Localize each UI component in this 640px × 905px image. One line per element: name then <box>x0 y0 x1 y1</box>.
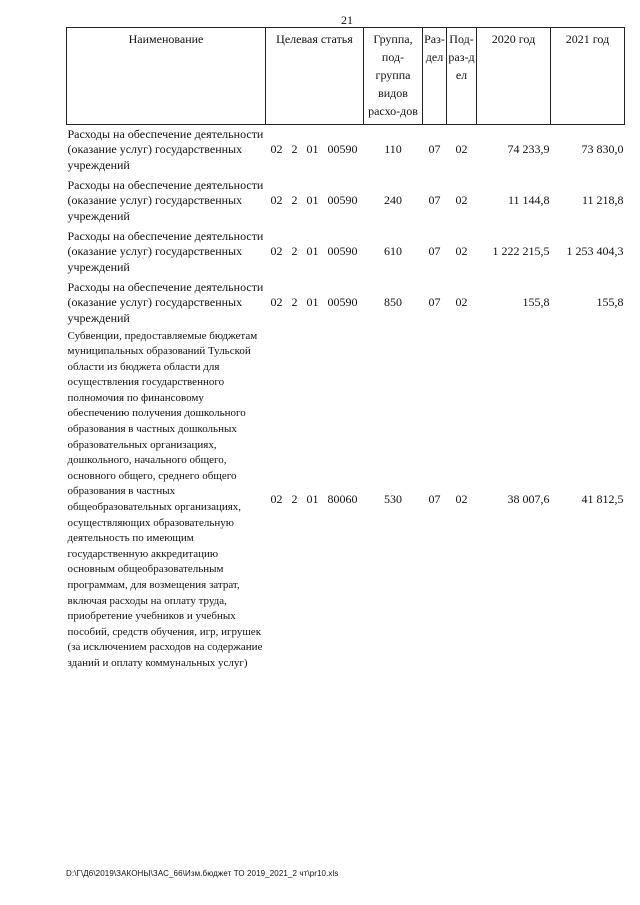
row-subsection: 02 <box>455 244 468 259</box>
page-number: 21 <box>341 13 353 27</box>
row-group: 850 <box>384 295 402 310</box>
row-group: 530 <box>384 492 402 507</box>
file-path-footer: D:\Г\Д6\2019\ЗАКОНЫ\ЗАС_66\Изм.бюджет ТО 2019_2021_2 чт\pr10.xls <box>66 869 339 878</box>
header-expense-group: Группа, под-группа видов расхо-дов <box>364 28 423 125</box>
header-year-2021: 2021 год <box>551 28 625 125</box>
table-row <box>67 125 625 176</box>
row-subsection: 02 <box>455 193 468 208</box>
budget-table <box>66 27 625 672</box>
row-section: 07 <box>428 492 441 507</box>
row-amount-2020: 38 007,6 <box>507 492 550 507</box>
row-name: Расходы на обеспечение деятельности (оказание услуг) государственных учреждений <box>67 279 264 325</box>
row-amount-2020: 74 233,9 <box>507 142 550 157</box>
row-section: 07 <box>428 193 441 208</box>
row-name: Расходы на обеспечение деятельности (оказание услуг) государственных учреждений <box>67 228 264 274</box>
table-header <box>67 28 625 125</box>
row-target-code: 02 2 01 00590 <box>270 142 358 157</box>
header-subsection: Под-раз-дел <box>447 28 477 125</box>
header-year-2020: 2020 год <box>477 28 551 125</box>
row-group: 610 <box>384 244 402 259</box>
header-name: Наименование <box>67 28 266 125</box>
row-target-code: 02 2 01 80060 <box>270 492 358 507</box>
row-target-code: 02 2 01 00590 <box>270 244 358 259</box>
row-amount-2020: 11 144,8 <box>507 193 550 208</box>
header-target-article: Целевая статья <box>266 28 364 125</box>
row-group: 110 <box>384 142 402 157</box>
row-name: Расходы на обеспечение деятельности (оказание услуг) государственных учреждений <box>67 177 264 223</box>
header-section: Раз-дел <box>423 28 447 125</box>
row-amount-2021: 41 812,5 <box>581 492 624 507</box>
row-amount-2021: 73 830,0 <box>581 142 624 157</box>
table-row <box>67 227 625 278</box>
row-name: Расходы на обеспечение деятельности (оказание услуг) государственных учреждений <box>67 126 264 173</box>
row-subsection: 02 <box>455 142 468 157</box>
row-section: 07 <box>428 244 441 259</box>
table-body <box>67 125 625 672</box>
row-amount-2021: 1 253 404,3 <box>566 244 624 259</box>
row-name: Субвенции, предоставляемые бюджетам муниципальных образований Тульской области из бюджета области для осуществления государственного полномочия по финансовому обеспечению получения дошкольного образования в частных дошкольных образовательных организациях, дошкольного, начального общего, основного общего, среднего общего образования в частных общеобразовательных организациях, осуществляющих образовательную деятельность по имеющим государственную аккредитацию основным общеобразовательным программам, для возмещения затрат, включая расходы на оплату труда, приобретение учебников и учебных пособий, средств обучения, игр, игрушек (за исключением расходов на содержание зданий и оплату коммунальных услуг) <box>67 329 263 669</box>
table-row <box>67 278 625 329</box>
row-group: 240 <box>384 193 402 208</box>
row-section: 07 <box>428 295 441 310</box>
row-amount-2020: 1 222 215,5 <box>492 244 550 259</box>
table-row <box>67 329 625 672</box>
row-subsection: 02 <box>455 492 468 507</box>
row-target-code: 02 2 01 00590 <box>270 193 358 208</box>
row-amount-2021: 155,8 <box>596 295 624 310</box>
row-target-code: 02 2 01 00590 <box>270 295 358 310</box>
row-amount-2021: 11 218,8 <box>581 193 624 208</box>
row-amount-2020: 155,8 <box>522 295 550 310</box>
row-subsection: 02 <box>455 295 468 310</box>
row-section: 07 <box>428 142 441 157</box>
table-row <box>67 176 625 227</box>
